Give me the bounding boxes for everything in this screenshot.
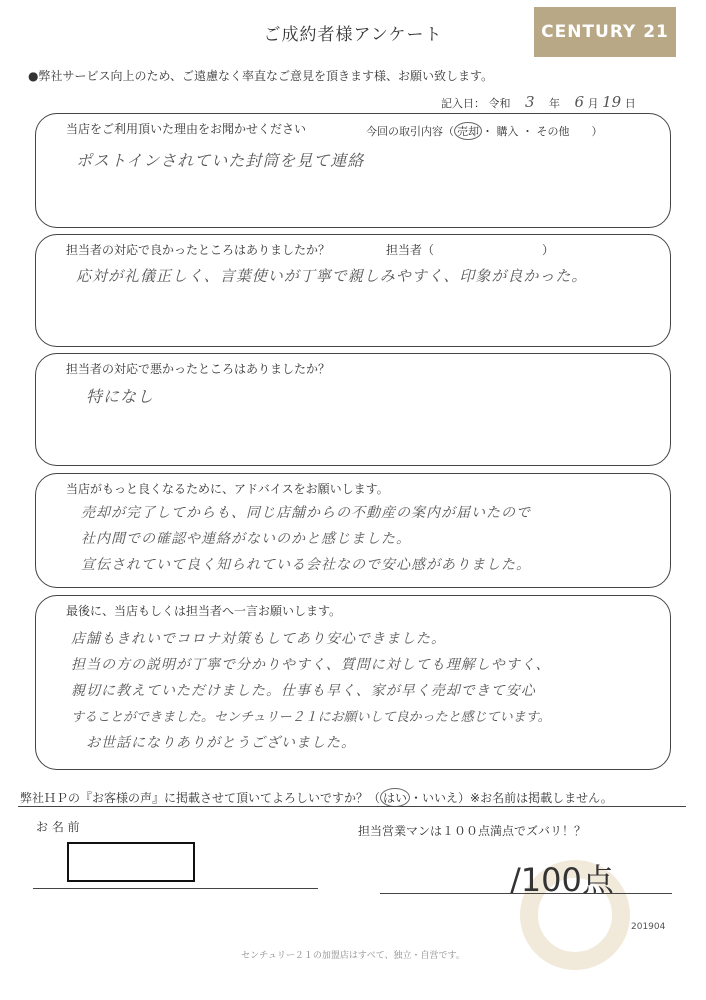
- name-underline: [33, 888, 318, 889]
- staff-name-label: 担当者（ ）: [386, 243, 555, 257]
- date-era: 令和: [488, 97, 511, 110]
- hp-consent-yes-circled: はい: [380, 788, 410, 807]
- answer-message-line: することができました。センチュリー２１にお願いして良かったと感じています。: [71, 710, 551, 725]
- hp-consent-question: 弊社ＨＰの『お客様の声』に掲載させて頂いてよろしいですか？（: [20, 791, 381, 805]
- question-box-advice: [35, 473, 671, 588]
- question-box-bad: [35, 353, 671, 466]
- question-box-good: [35, 234, 671, 347]
- entry-date: [441, 93, 636, 111]
- name-label: お 名 前: [36, 820, 80, 834]
- question-reason: 当店をご利用頂いた理由をお聞かせください: [66, 122, 307, 136]
- deal-type-sell-circled: 売却: [454, 122, 482, 140]
- deal-type: [366, 122, 603, 140]
- hp-consent: [20, 788, 613, 807]
- deal-type-options: ・ 購入 ・ その他 ）: [482, 125, 603, 138]
- question-advice: 当店がもっと良くなるために、アドバイスをお願いします。: [66, 482, 389, 496]
- date-year: 3: [525, 93, 535, 111]
- score-value: /100点: [510, 861, 614, 899]
- name-redacted-box: [67, 842, 195, 882]
- answer-good: 応対が礼儀正しく、言葉使いが丁寧で親しみやすく、印象が良かった。: [76, 267, 588, 285]
- answer-message-line: 親切に教えていただけました。仕事も早く、家が早く売却できて安心: [71, 683, 536, 699]
- form-title: ご成約者様アンケート: [263, 25, 443, 45]
- answer-advice-line: 社内間での確認や連絡がないのかと感じました。: [81, 531, 411, 547]
- answer-message-line: 担当の方の説明が丁寧で分かりやすく、質問に対しても理解しやすく、: [71, 657, 551, 673]
- form-code: 201904: [631, 922, 666, 932]
- answer-advice-line: 売却が完了してからも、同じ店舗からの不動産の案内が届いたので: [81, 505, 531, 521]
- question-good: 担当者の対応で良かったところはありましたか？: [66, 243, 331, 257]
- answer-reason: ポストインされていた封筒を見て連絡: [76, 151, 365, 170]
- hp-consent-rest: ・いいえ）※お名前は掲載しません。: [410, 791, 613, 805]
- deal-type-label: 今回の取引内容（: [366, 125, 454, 138]
- score-label: 担当営業マンは１００点満点でズバリ！？: [358, 824, 587, 838]
- date-day: 19: [602, 93, 622, 111]
- answer-message-line: お世話になりありがとうございました。: [86, 735, 356, 751]
- divider: [18, 806, 686, 807]
- answer-advice-line: 宣伝されていて良く知られている会社なので安心感がありました。: [81, 557, 531, 573]
- footer-note: センチュリー２１の加盟店はすべて、独立・自営です。: [241, 951, 465, 961]
- answer-bad: 特になし: [86, 387, 155, 406]
- date-label: 記入日：: [441, 97, 485, 110]
- question-box-reason: [35, 113, 671, 228]
- date-month-unit: 月: [587, 97, 599, 110]
- question-bad: 担当者の対応で悪かったところはありましたか？: [66, 362, 331, 376]
- date-year-unit: 年: [549, 97, 561, 110]
- intro-text: ●弊社サービス向上のため、ご遠慮なく率直なご意見を頂きます様、お願い致します。: [28, 69, 494, 83]
- question-message: 最後に、当店もしくは担当者へ一言お願いします。: [66, 604, 342, 618]
- century21-logo: CENTURY 21: [534, 7, 676, 57]
- date-month: 6: [574, 93, 585, 111]
- question-box-message: [35, 595, 671, 770]
- date-day-unit: 日: [624, 97, 636, 110]
- score-underline: [380, 893, 672, 894]
- answer-message-line: 店舗もきれいでコロナ対策もしてあり安心できました。: [71, 631, 446, 647]
